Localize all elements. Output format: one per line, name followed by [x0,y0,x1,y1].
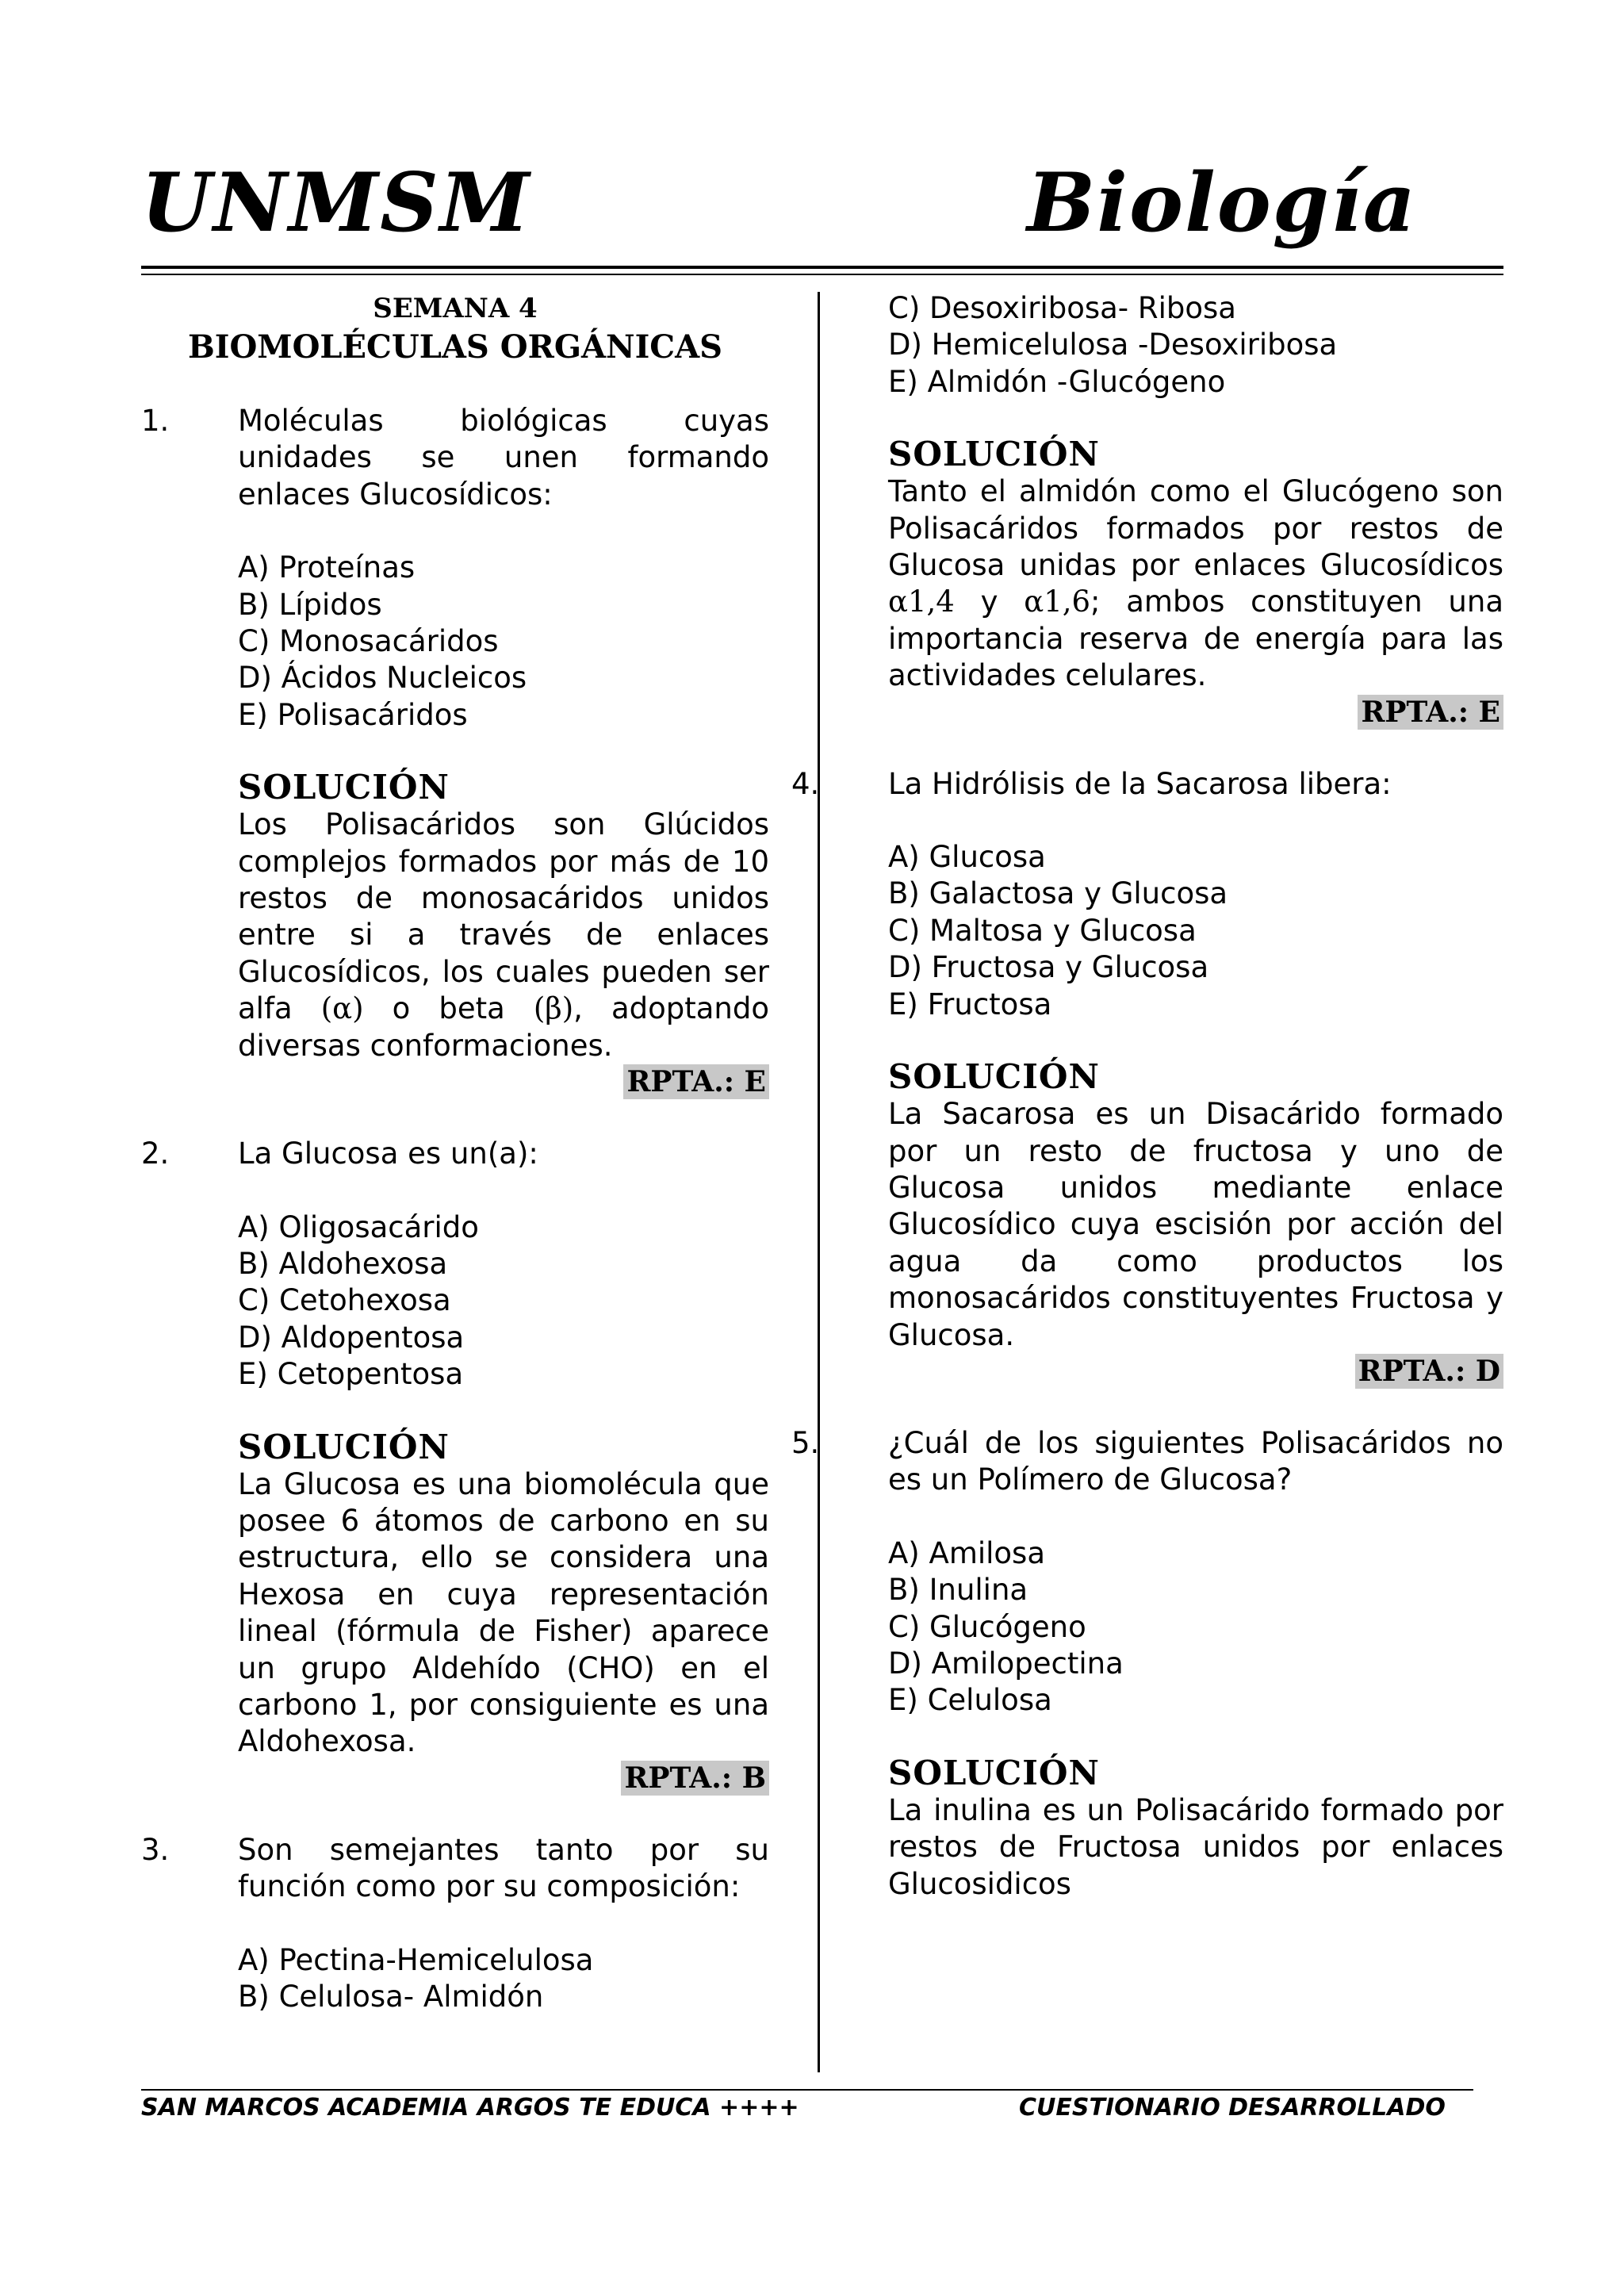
solution-part: Tanto el almidón como el Glucógeno son Polisacáridos formados por restos de Glucosa unidas por enlaces Glucosídicos [888,474,1503,583]
answer-badge: RPTA.: E [623,1064,769,1099]
question-text: Moléculas biológicas cuyas unidades se unen formando enlaces Glucosídicos: [238,404,769,512]
topic-title: BIOMOLÉCULAS ORGÁNICAS [187,328,723,366]
option: C) Cetohexosa [238,1283,451,1318]
options-list [238,550,769,734]
question-5 [791,1425,1503,1903]
answer-badge: RPTA.: D [1355,1354,1503,1389]
option: A) Pectina-Hemicelulosa [238,1942,594,1977]
option: E) Almidón -Glucógeno [888,364,1226,399]
answer-badge: RPTA.: E [1358,695,1503,730]
option: C) Desoxiribosa- Ribosa [888,291,1236,325]
bond-alpha-1-4: α1,4 [888,585,955,619]
header-rule-thin [141,274,1503,275]
question-1 [141,403,769,1099]
question-number: 3. [141,1832,170,1867]
option: A) Oligosacárido [238,1209,479,1244]
option: C) Maltosa y Glucosa [888,913,1197,948]
question-3 [141,1832,769,2016]
option: B) Inulina [888,1573,1028,1608]
option: C) Monosacáridos [238,624,499,659]
week-label: SEMANA 4 [373,293,538,324]
options-list [888,839,1503,1023]
solution-part: Los Polisacáridos son Glúcidos complejos formados por más de 10 restos de monosacáridos unidos entre si a través de enlaces Glucosídicos, los cuales pueden ser alfa [238,807,769,1026]
solution-heading: SOLUCIÓN [238,768,450,807]
option: B) Aldohexosa [238,1246,448,1281]
header-rule-thick [141,266,1503,269]
solution-part: ; ambos constituyen una importancia reserva de energía para las actividades celulares. [888,585,1503,693]
option: D) Ácidos Nucleicos [238,661,527,696]
option: E) Polisacáridos [238,697,468,732]
question-text: ¿Cuál de los siguientes Polisacáridos no es un Polímero de Glucosa? [888,1425,1503,1497]
question-number: 5. [791,1425,820,1460]
footer-left-text: SAN MARCOS ACADEMIA ARGOS TE EDUCA ++++ [141,2094,799,2122]
option: D) Aldopentosa [238,1320,465,1355]
option: D) Amilopectina [888,1646,1124,1681]
options-list [238,1209,769,1393]
options-list [238,1942,769,2016]
right-column [791,290,1503,1903]
solution-text [888,473,1503,694]
bond-alpha-1-6: α1,6 [1024,585,1091,619]
answer-badge: RPTA.: B [621,1761,769,1796]
question-number: 2. [141,1137,170,1171]
question-text: La Glucosa es un(a): [238,1137,538,1171]
option: D) Hemicelulosa -Desoxiribosa [888,328,1338,362]
option: A) Amilosa [888,1535,1046,1570]
solution-heading: SOLUCIÓN [888,1753,1100,1792]
question-text: La Hidrólisis de la Sacarosa libera: [888,766,1392,801]
question-2 [141,1136,769,1796]
solution-part: o beta [363,991,534,1026]
options-list-continued [888,290,1503,401]
option: E) Celulosa [888,1683,1052,1718]
question-4 [791,766,1503,1389]
solution-heading: SOLUCIÓN [238,1427,450,1466]
header-university: UNMSM [141,155,531,251]
footer-right-text: CUESTIONARIO DESARROLLADO [1019,2094,1446,2122]
option: B) Lípidos [238,587,382,622]
option: B) Celulosa- Almidón [238,1980,544,2014]
option: B) Galactosa y Glucosa [888,876,1228,911]
option: C) Glucógeno [888,1609,1086,1644]
solution-heading: SOLUCIÓN [888,1057,1100,1097]
option: E) Fructosa [888,987,1052,1022]
option: A) Proteínas [238,550,416,585]
solution-text: La Glucosa es una biomolécula que posee 6 átomos de carbono en su estructura, ello se considera una Hexosa en cuya representación lineal (fórmula de Fisher) aparece un grupo Aldehído (CHO) en el carbono 1, por consiguiente es una Aldohexosa. [238,1466,769,1759]
question-text: Son semejantes tanto por su función como por su composición: [238,1832,769,1904]
question-number: 4. [791,766,820,801]
question-number: 1. [141,404,170,438]
solution-text: La Sacarosa es un Disacárido formado por un resto de fructosa y uno de Glucosa unidos mediante enlace Glucosídico cuya escisión por acción del agua da como productos los monosacáridos constituyentes Fructosa y Glucosa. [888,1097,1503,1352]
solution-text: La inulina es un Polisacárido formado por restos de Fructosa unidos por enlaces Glucosidicos [888,1792,1503,1901]
option: A) Glucosa [888,840,1046,875]
alpha-symbol: (α) [320,991,364,1026]
solution-text [238,807,769,1064]
header-subject: Biología [1027,155,1417,251]
beta-symbol: (β) [533,991,574,1026]
solution-part: , adoptando diversas conformaciones. [238,991,770,1063]
left-column [141,290,769,2015]
options-list [888,1535,1503,1719]
solution-heading: SOLUCIÓN [888,435,1100,474]
solution-part: y [954,585,1025,619]
option: E) Cetopentosa [238,1357,464,1392]
option: D) Fructosa y Glucosa [888,950,1209,985]
footer-rule [141,2089,1473,2091]
